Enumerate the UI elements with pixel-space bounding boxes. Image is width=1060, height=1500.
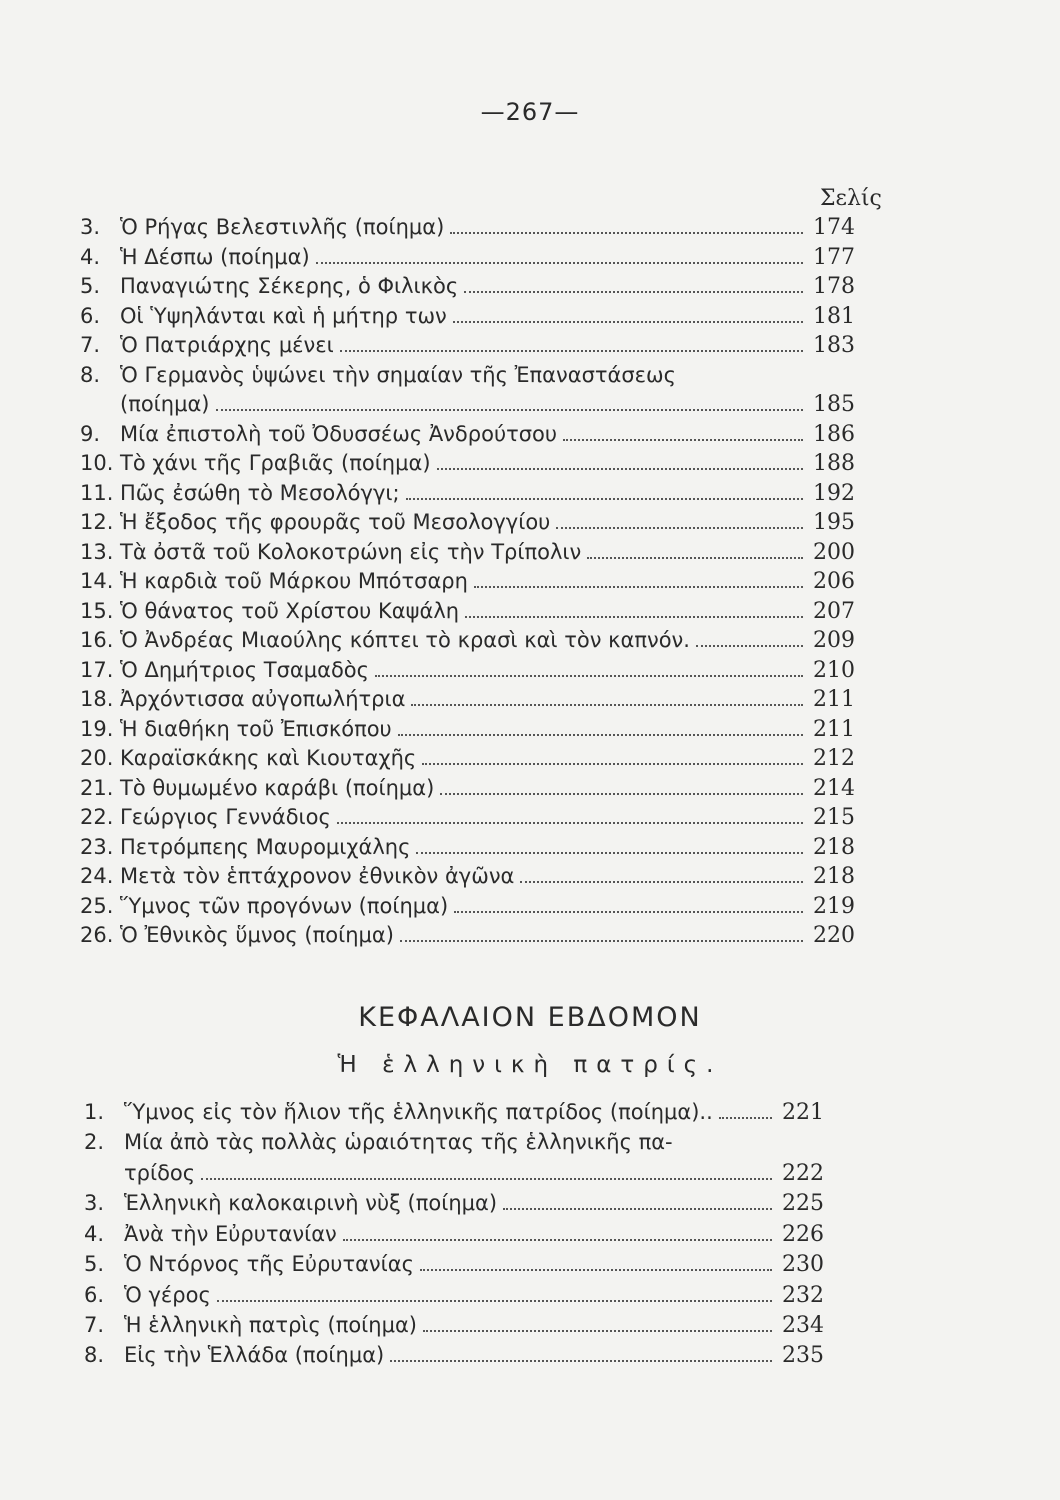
entry-title: Τὸ χάνι τῆς Γραβιᾶς (ποίημα)	[120, 451, 431, 475]
toc-entry	[0, 1249, 824, 1279]
dot-leader	[422, 763, 803, 765]
entry-number: 22.	[80, 805, 114, 829]
entry-title: Ὁ Δημήτριος Τσαμαδὸς	[120, 657, 369, 682]
entry-page-number: 186	[813, 421, 855, 447]
toc-entry	[0, 420, 855, 450]
entry-title: Μία ἀπὸ τὰς πολλὰς ὡραιότητας τῆς ἑλληνικῆς πα-	[124, 1130, 673, 1155]
entry-page-number: 215	[813, 805, 855, 830]
entry-number: 2.	[84, 1130, 105, 1155]
dot-leader	[343, 1239, 772, 1241]
dot-leader	[440, 793, 803, 795]
entry-number: 15.	[80, 598, 114, 623]
entry-number: 20.	[80, 746, 114, 770]
entry-title: Ἡ Δέσπω (ποίημα)	[120, 244, 310, 269]
entry-title: Ἡ διαθήκη τοῦ Ἐπισκόπου	[120, 716, 392, 741]
entry-number: 23.	[80, 834, 114, 859]
entry-title: Πετρόμπεης Μαυρομιχάλης	[120, 834, 411, 859]
toc-entry	[0, 833, 855, 863]
dot-leader	[201, 1178, 772, 1180]
entry-number: 18.	[80, 687, 114, 711]
entry-page-number: 200	[813, 539, 855, 565]
entry-title: Ἡ ἔξοδος τῆς φρουρᾶς τοῦ Μεσολογγίου	[120, 510, 551, 534]
entry-number: 3.	[84, 1191, 105, 1216]
entry-number: 16.	[80, 628, 114, 652]
toc-entry	[0, 597, 855, 627]
toc-entry	[0, 508, 855, 538]
entry-title-continuation: τρίδος	[124, 1160, 196, 1185]
toc-entry	[0, 213, 855, 243]
entry-title: Τὰ ὀστᾶ τοῦ Κολοκοτρώνη εἰς τὴν Τρίπολιν	[120, 539, 582, 564]
dot-leader	[216, 409, 804, 411]
entry-number: 7.	[80, 333, 101, 357]
entry-title: Ἡ ἑλληνικὴ πατρὶς (ποίημα)	[124, 1312, 417, 1337]
toc-entry	[0, 1310, 824, 1340]
entry-title-continuation: (ποίημα)	[120, 392, 210, 416]
toc-entry	[0, 1188, 824, 1218]
entry-page-number: 177	[813, 244, 855, 270]
dot-leader	[563, 439, 803, 441]
page-number: —267—	[480, 98, 580, 126]
entry-number: 17.	[80, 657, 114, 682]
entry-page-number: 181	[813, 303, 855, 329]
entry-page-number: 209	[813, 628, 855, 653]
dot-leader	[423, 1330, 772, 1332]
entry-page-number: 207	[813, 598, 855, 624]
entry-number: 25.	[80, 893, 114, 918]
dot-leader	[453, 321, 803, 323]
dot-leader	[217, 1300, 772, 1302]
entry-title: Ὁ Πατριάρχης μένει	[120, 333, 334, 357]
entry-title: Ὕμνος τῶν προγόνων (ποίημα)	[120, 893, 449, 918]
dot-leader	[400, 940, 803, 942]
entry-title: Ὕμνος εἰς τὸν ἥλιον τῆς ἑλληνικῆς πατρίδος (ποίημα)..	[124, 1100, 713, 1124]
toc-list-chapter-6	[0, 213, 1060, 951]
entry-title: Ὁ γέρος	[124, 1282, 211, 1307]
entry-number: 19.	[80, 716, 114, 741]
entry-page-number: 226	[782, 1221, 824, 1247]
entry-number: 21.	[80, 775, 114, 800]
entry-title: Ὁ θάνατος τοῦ Χρίστου Καψάλη	[120, 598, 460, 623]
entry-title: Ὁ Ἐθνικὸς ὕμνος (ποίημα)	[120, 923, 394, 947]
entry-number: 14.	[80, 569, 114, 593]
entry-title: Ὁ Ντόρνος τῆς Εὐρυτανίας	[124, 1252, 414, 1277]
entry-number: 12.	[80, 510, 114, 534]
toc-entry	[0, 626, 855, 656]
entry-page-number: 234	[782, 1312, 824, 1338]
dot-leader	[520, 881, 803, 883]
entry-title: Ἑλληνικὴ καλοκαιρινὴ νὺξ (ποίημα)	[124, 1191, 498, 1216]
entry-title: Ἀνὰ τὴν Εὐρυτανίαν	[124, 1221, 337, 1246]
entry-page-number: 225	[782, 1191, 824, 1217]
entry-page-number: 218	[813, 864, 855, 889]
entry-page-number: 192	[813, 480, 855, 506]
entry-page-number: 206	[813, 569, 855, 594]
entry-number: 5.	[80, 274, 101, 298]
dot-leader	[398, 734, 803, 736]
entry-page-number: 220	[813, 923, 855, 948]
toc-entry	[0, 567, 855, 597]
entry-title: Γεώργιος Γεννάδιος	[120, 805, 331, 829]
toc-entry	[0, 449, 855, 479]
chapter-title: ΚΕΦΑΛΑΙΟΝ ΕΒΔΟΜΟΝ	[358, 1002, 702, 1033]
entry-page-number: 221	[782, 1100, 824, 1125]
entry-page-number: 222	[782, 1160, 824, 1186]
dot-leader	[390, 1360, 772, 1362]
dot-leader	[340, 350, 803, 352]
toc-entry	[0, 862, 855, 892]
toc-entry	[0, 331, 855, 361]
entry-page-number: 210	[813, 657, 855, 683]
toc-entry	[0, 803, 855, 833]
entry-number: 9.	[80, 421, 101, 446]
entry-title: Μετὰ τὸν ἑπτάχρονον ἐθνικὸν ἀγῶνα	[120, 864, 515, 888]
toc-list-chapter-7	[0, 1097, 1060, 1371]
toc-entry	[0, 302, 855, 332]
entry-number: 5.	[84, 1252, 105, 1277]
entry-number: 13.	[80, 539, 114, 564]
entry-page-number: 188	[813, 451, 855, 476]
toc-entry	[0, 892, 855, 922]
toc-entry	[0, 479, 855, 509]
dot-leader	[450, 232, 803, 234]
dot-leader	[454, 911, 803, 913]
dot-leader	[556, 527, 803, 529]
dot-leader	[465, 616, 803, 618]
entry-page-number: 219	[813, 893, 855, 919]
entry-title: Ὁ Ρήγας Βελεστινλῆς (ποίημα)	[120, 215, 445, 239]
entry-number: 6.	[84, 1282, 105, 1307]
pages-column-label: Σελίς	[820, 186, 882, 211]
toc-entry	[0, 1219, 824, 1249]
entry-title: Εἰς τὴν Ἑλλάδα (ποίημα)	[124, 1343, 385, 1368]
entry-page-number: 211	[813, 687, 855, 712]
entry-page-number: 183	[813, 333, 855, 358]
entry-number: 1.	[84, 1100, 105, 1124]
entry-title: Οἱ Ὑψηλάνται καὶ ἡ μήτηρ των	[120, 303, 447, 328]
dot-leader	[464, 291, 803, 293]
entry-page-number: 178	[813, 274, 855, 299]
entry-page-number: 212	[813, 746, 855, 771]
entry-number: 3.	[80, 215, 101, 239]
entry-number: 4.	[80, 244, 101, 269]
entry-number: 8.	[80, 362, 101, 387]
entry-number: 11.	[80, 480, 114, 505]
entry-page-number: 230	[782, 1252, 824, 1278]
toc-entry	[0, 744, 855, 774]
entry-title: Ὁ Ἀνδρέας Μιαούλης κόπτει τὸ κρασὶ καὶ τὸν καπνόν.	[120, 628, 690, 652]
toc-entry	[0, 774, 855, 804]
toc-entry	[0, 1097, 824, 1127]
entry-page-number: 235	[782, 1343, 824, 1369]
entry-title: Παναγιώτης Σέκερης, ὁ Φιλικὸς	[120, 274, 459, 298]
dot-leader	[316, 262, 803, 264]
dot-leader	[503, 1208, 772, 1210]
entry-number: 6.	[80, 303, 101, 328]
entry-number: 7.	[84, 1312, 105, 1337]
entry-title: Ἡ καρδιὰ τοῦ Μάρκου Μπότσαρη	[120, 569, 468, 593]
entry-title: Ἀρχόντισσα αὐγοπωλήτρια	[120, 687, 406, 711]
entry-number: 24.	[80, 864, 114, 888]
entry-page-number: 232	[782, 1282, 824, 1308]
toc-entry	[0, 921, 855, 951]
toc-entry	[0, 1340, 824, 1370]
dot-leader	[719, 1117, 772, 1119]
entry-page-number: 211	[813, 716, 855, 742]
chapter-subtitle: Ἡ ἑλληνικὴ πατρίς.	[337, 1052, 723, 1078]
entry-page-number: 214	[813, 775, 855, 801]
toc-entry	[0, 361, 855, 420]
dot-leader	[337, 822, 803, 824]
dot-leader	[696, 645, 803, 647]
entry-title: Καραϊσκάκης καὶ Κιουταχῆς	[120, 746, 417, 770]
entry-page-number: 185	[813, 392, 855, 417]
entry-page-number: 195	[813, 510, 855, 535]
toc-entry	[0, 243, 855, 273]
dot-leader	[587, 557, 803, 559]
dot-leader	[474, 586, 803, 588]
toc-entry	[0, 272, 855, 302]
entry-title: Μία ἐπιστολὴ τοῦ Ὀδυσσέως Ἀνδρούτσου	[120, 421, 558, 446]
toc-entry	[0, 656, 855, 686]
dot-leader	[406, 498, 803, 500]
entry-title: Τὸ θυμωμένο καράβι (ποίημα)	[120, 775, 435, 800]
entry-title: Ὁ Γερμανὸς ὑψώνει τὴν σημαίαν τῆς Ἐπαναστάσεως	[120, 362, 676, 387]
entry-number: 26.	[80, 923, 114, 947]
dot-leader	[411, 704, 803, 706]
dot-leader	[375, 675, 803, 677]
toc-entry	[0, 1280, 824, 1310]
toc-entry	[0, 538, 855, 568]
toc-entry	[0, 715, 855, 745]
entry-title: Πῶς ἐσώθη τὸ Μεσολόγγι;	[120, 480, 400, 505]
dot-leader	[420, 1269, 772, 1271]
dot-leader	[437, 468, 803, 470]
entry-number: 10.	[80, 451, 114, 475]
entry-number: 4.	[84, 1221, 105, 1246]
entry-number: 8.	[84, 1343, 105, 1368]
entry-page-number: 174	[813, 215, 855, 240]
toc-entry	[0, 1127, 824, 1188]
toc-entry	[0, 685, 855, 715]
entry-page-number: 218	[813, 834, 855, 860]
dot-leader	[416, 852, 803, 854]
